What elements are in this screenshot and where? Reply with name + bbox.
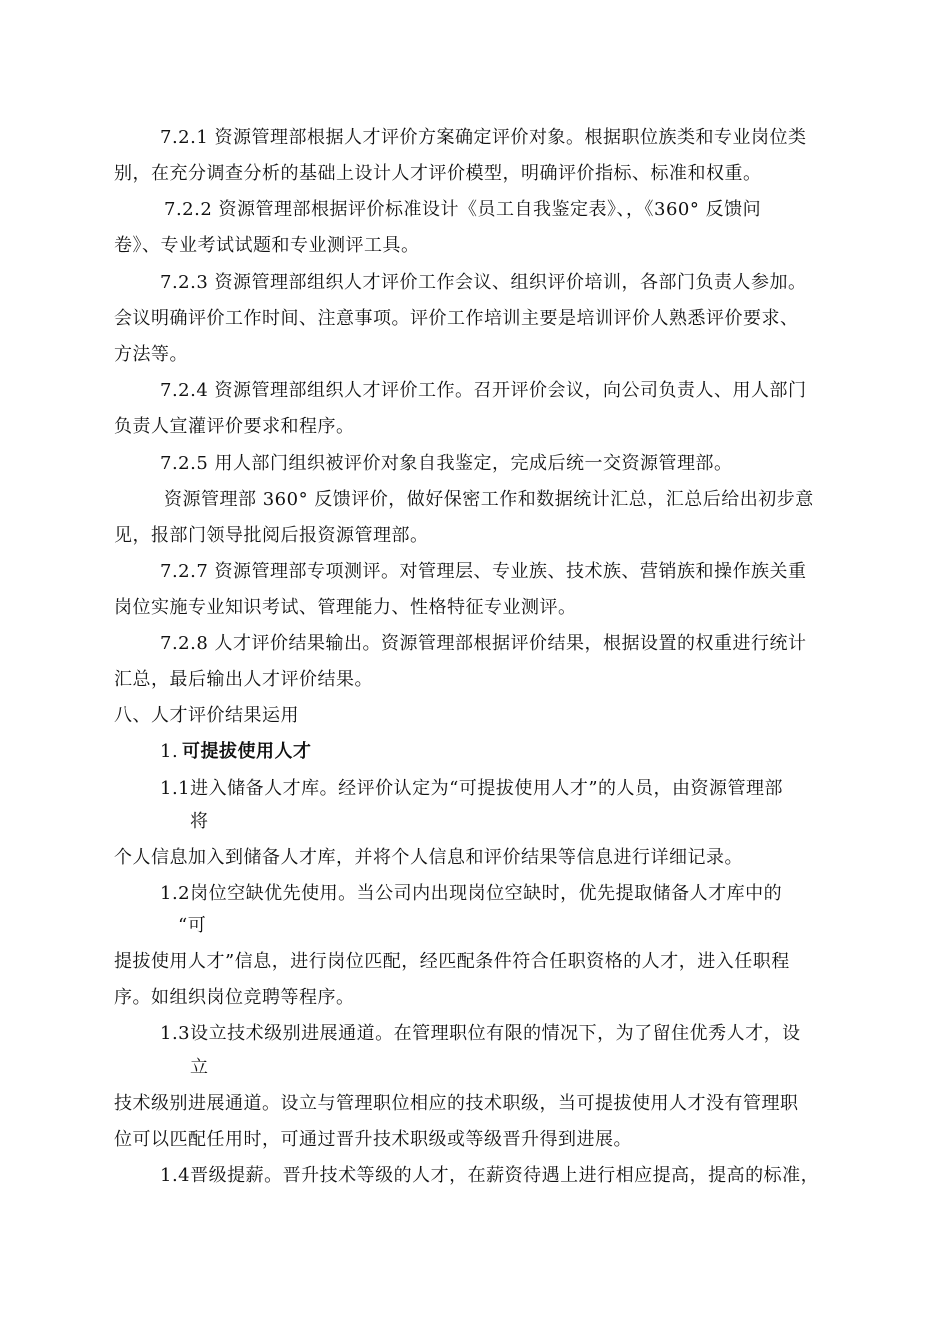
paragraph-line: 7.2.2 资源管理部根据评价标准设计《员工自我鉴定表》、，《360° 反馈问	[164, 199, 762, 220]
paragraph-line: 会议明确评价工作时间、注意事项。评价工作培训主要是培训评价人熟悉评价要求、	[114, 308, 799, 329]
paragraph-line: 技术级别进展通道。设立与管理职位相应的技术职级，当可提拔使用人才没有管理职	[114, 1093, 799, 1114]
paragraph-line: 7.2.7 资源管理部专项测评。对管理层、专业族、技术族、营销族和操作族关重	[160, 561, 807, 582]
paragraph-line: 个人信息加入到储备人才库，并将个人信息和评价结果等信息进行详细记录。	[114, 847, 743, 868]
paragraph-line: 岗位实施专业知识考试、管理能力、性格特征专业测评。	[114, 597, 577, 618]
paragraph-line: “可	[178, 915, 207, 936]
paragraph-line: 负责人宣灌评价要求和程序。	[114, 416, 355, 437]
paragraph-line: 1.3设立技术级别进展通道。在管理职位有限的情况下，为了留住优秀人才，设	[160, 1023, 801, 1044]
paragraph-line: 7.2.3 资源管理部组织人才评价工作会议、组织评价培训，各部门负责人参加。	[160, 272, 807, 293]
paragraph-line: 立	[190, 1057, 209, 1078]
paragraph-line: 7.2.1 资源管理部根据人才评价方案确定评价对象。根据职位族类和专业岗位类	[160, 127, 807, 148]
subheading-title: 可提拔使用人才	[182, 741, 312, 762]
section-heading: 八、人才评价结果运用	[114, 705, 299, 726]
paragraph-line: 资源管理部 360° 反馈评价，做好保密工作和数据统计汇总，汇总后给出初步意	[164, 489, 814, 510]
paragraph-line: 7.2.4 资源管理部组织人才评价工作。召开评价会议，向公司负责人、用人部门	[160, 380, 807, 401]
paragraph-line: 将	[190, 811, 209, 832]
paragraph-line: 卷》、专业考试试题和专业测评工具。	[114, 235, 420, 256]
paragraph-line: 汇总，最后输出人才评价结果。	[114, 669, 373, 690]
paragraph-line: 7.2.8 人才评价结果输出。资源管理部根据评价结果，根据设置的权重进行统计	[160, 633, 807, 654]
paragraph-line: 1.4晋级提薪。晋升技术等级的人才，在薪资待遇上进行相应提高，提高的标准，	[160, 1165, 820, 1186]
paragraph-line: 序。如组织岗位竞聘等程序。	[114, 987, 355, 1008]
paragraph-line: 1.2岗位空缺优先使用。当公司内出现岗位空缺时，优先提取储备人才库中的	[160, 883, 783, 904]
paragraph-line: 见，报部门领导批阅后报资源管理部。	[114, 525, 429, 546]
paragraph-line: 别，在充分调查分析的基础上设计人才评价模型，明确评价指标、标准和权重。	[114, 163, 762, 184]
paragraph-line: 7.2.5 用人部门组织被评价对象自我鉴定，完成后统一交资源管理部。	[160, 453, 733, 474]
subheading-number: 1.	[160, 741, 179, 762]
paragraph-line: 方法等。	[114, 344, 188, 365]
paragraph-line: 位可以匹配任用时，可通过晋升技术职级或等级晋升得到进展。	[114, 1129, 632, 1150]
paragraph-line: 1.1进入储备人才库。经评价认定为“可提拔使用人才”的人员，由资源管理部	[160, 778, 784, 799]
paragraph-line: 提拔使用人才”信息，进行岗位匹配，经匹配条件符合任职资格的人才，进入任职程	[114, 951, 790, 972]
